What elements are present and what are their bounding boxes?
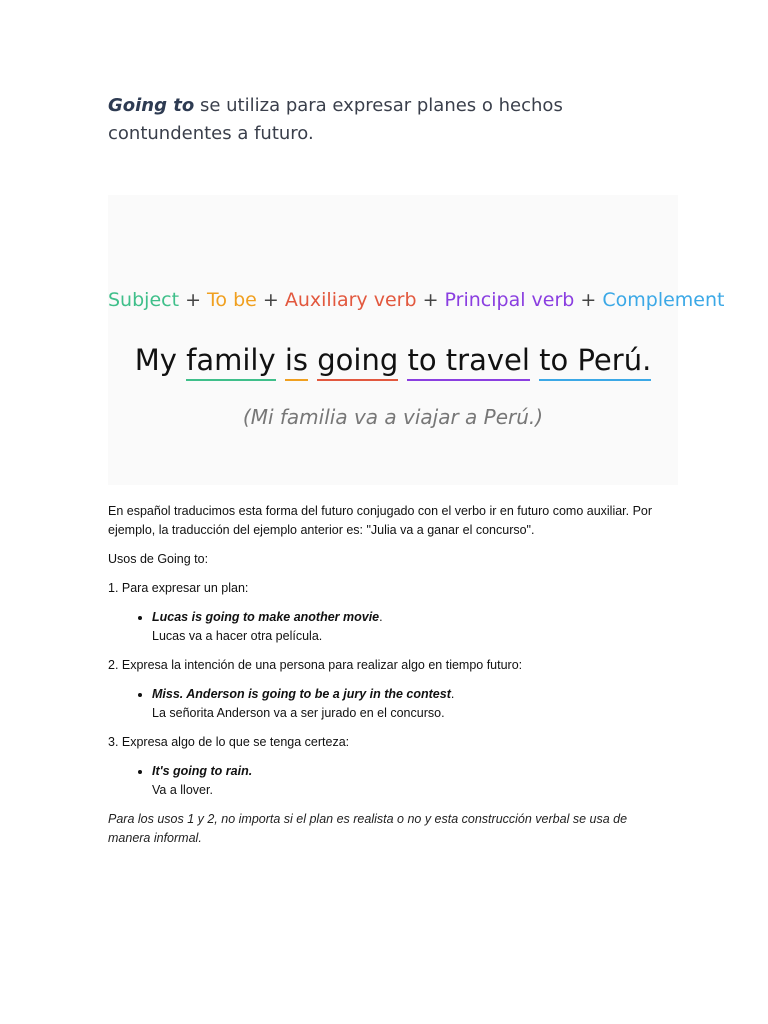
example-spanish: Lucas va a hacer otra película. — [152, 629, 323, 643]
example-end: . — [379, 610, 383, 624]
use-heading-1: 1. Para expresar un plan: — [108, 581, 249, 595]
sentence-complement: to Perú. — [539, 343, 651, 381]
formula-complement: Complement — [602, 289, 725, 311]
example-spanish: La señorita Anderson va a ser jurado en el concurso. — [152, 706, 445, 720]
formula-plus: + — [262, 289, 279, 311]
use-heading-3: 3. Expresa algo de lo que se tenga certeza: — [108, 735, 350, 749]
sentence-translation: (Mi familia va a viajar a Perú.) — [242, 405, 544, 429]
formula-principal: Principal verb — [444, 289, 575, 311]
use-list-1 — [108, 608, 668, 646]
list-item — [152, 762, 668, 800]
sentence-subject: family — [186, 343, 276, 381]
example-english: It's going to rain. — [152, 764, 253, 778]
use-list-2 — [108, 685, 668, 723]
intro-text: se utiliza para expresar planes o hechos contundentes a futuro. — [108, 95, 563, 144]
intro-keyword: Going to — [108, 95, 195, 116]
intro-paragraph — [108, 92, 688, 148]
example-english: Lucas is going to make another movie — [152, 610, 380, 624]
usage-note: Para los usos 1 y 2, no importa si el plan es realista o no y esta construcción verbal se usa de manera informal. — [108, 812, 628, 845]
use-heading-2: 2. Expresa la intención de una persona para realizar algo en tiempo futuro: — [108, 658, 523, 672]
example-spanish: Va a llover. — [152, 783, 213, 797]
formula-plus: + — [580, 289, 597, 311]
example-english: Miss. Anderson is going to be a jury in the contest — [152, 687, 451, 701]
formula-plus: + — [185, 289, 201, 311]
explanation-section — [108, 502, 668, 858]
sentence-word: My — [134, 343, 187, 377]
example-sentence — [108, 343, 678, 377]
formula-line — [108, 289, 725, 311]
usos-heading: Usos de Going to: — [108, 552, 209, 566]
formula-subject: Subject — [108, 289, 180, 311]
sentence-to-be: is — [285, 343, 308, 381]
example-end: . — [450, 687, 455, 701]
use-list-3 — [108, 762, 668, 800]
sentence-auxiliary: going — [317, 343, 398, 381]
formula-plus: + — [422, 289, 439, 311]
sentence-principal: to travel — [407, 343, 529, 381]
formula-auxiliary: Auxiliary verb — [284, 289, 417, 311]
list-item — [152, 608, 668, 646]
formula-figure — [108, 195, 725, 485]
formula-to-be: To be — [207, 289, 257, 311]
explanation-paragraph: En español traducimos esta forma del futuro conjugado con el verbo ir en futuro como auxiliar. Por ejemplo, la traducción del ejemplo anterior es: "Julia va a ganar el concurso". — [108, 504, 653, 537]
list-item — [152, 685, 668, 723]
